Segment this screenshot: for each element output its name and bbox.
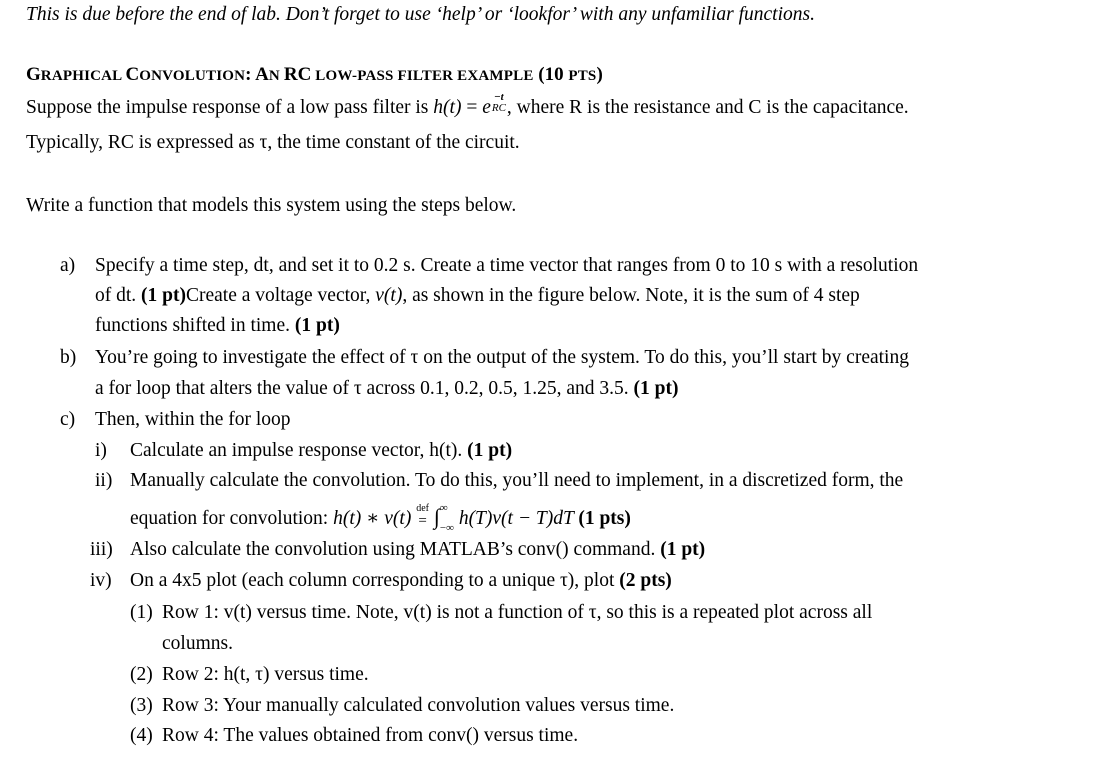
subitem-ii-line1: Manually calculate the convolution. To do this, you’ll need to implement, in a discretized form, the xyxy=(130,470,904,491)
item-a-line2: of dt. (1 pt)Create a voltage vector, v(t), as shown in the figure below. Note, it is the sum of 4 step xyxy=(95,285,860,306)
subitem-ii-label: ii) xyxy=(95,470,113,491)
subitem-i-line: Calculate an impulse response vector, h(t). (1 pt) xyxy=(130,440,513,461)
item-a-line3: functions shifted in time. (1 pt) xyxy=(95,315,340,336)
item-b-line2: a for loop that alters the value of τ across 0.1, 0.2, 0.5, 1.25, and 3.5. (1 pt) xyxy=(95,378,679,399)
impulse-response-sentence: Suppose the impulse response of a low pass filter is h(t) = e −t RC , where R is the resistance and C is the capacitance. xyxy=(26,90,909,118)
row3-label: (3) xyxy=(130,695,153,716)
row2-line: Row 2: h(t, τ) versus time. xyxy=(162,664,369,685)
row4-label: (4) xyxy=(130,725,153,746)
subitem-i-label: i) xyxy=(95,440,107,461)
row1-line1: Row 1: v(t) versus time. Note, v(t) is not a function of τ, so this is a repeated plot across all xyxy=(162,602,873,623)
subitem-iii-line: Also calculate the convolution using MATLAB’s conv() command. (1 pt) xyxy=(130,539,706,560)
row4-line: Row 4: The values obtained from conv() versus time. xyxy=(162,725,579,746)
intro-note: This is due before the end of lab. Don’t forget to use ‘help’ or ‘lookfor’ with any unfamiliar functions. xyxy=(26,4,815,25)
row1-label: (1) xyxy=(130,602,153,623)
convolution-equation-line: equation for convolution: h(t) ∗ v(t) def = ∫ ∞ −∞ h(T)v(t − T)dT (1 pts) xyxy=(130,501,631,534)
item-b-line1: You’re going to investigate the effect of τ on the output of the system. To do this, you’ll start by creating xyxy=(95,347,909,368)
exponent-fraction: −t RC xyxy=(491,90,506,114)
subitem-iii-label: iii) xyxy=(90,539,113,560)
subitem-iv-line: On a 4x5 plot (each column corresponding to a unique τ), plot (2 pts) xyxy=(130,570,672,591)
item-a-line1: Specify a time step, dt, and set it to 0.2 s. Create a time vector that ranges from 0 to 10 s with a resolution xyxy=(95,255,919,276)
row1-line2: columns. xyxy=(162,633,233,654)
row3-line: Row 3: Your manually calculated convolution values versus time. xyxy=(162,695,675,716)
item-c-line1: Then, within the for loop xyxy=(95,409,291,430)
time-constant-sentence: Typically, RC is expressed as τ, the time constant of the circuit. xyxy=(26,132,520,153)
item-a-label: a) xyxy=(60,255,76,276)
section-heading: GRAPHICAL CONVOLUTION: AN RC LOW-PASS FILTER EXAMPLE (10 PTS) xyxy=(26,64,603,85)
integral-symbol: ∫ xyxy=(433,504,440,529)
item-c-label: c) xyxy=(60,409,76,430)
item-b-label: b) xyxy=(60,347,77,368)
subitem-iv-label: iv) xyxy=(90,570,112,591)
row2-label: (2) xyxy=(130,664,153,685)
instructions-sentence: Write a function that models this system using the steps below. xyxy=(26,195,517,216)
